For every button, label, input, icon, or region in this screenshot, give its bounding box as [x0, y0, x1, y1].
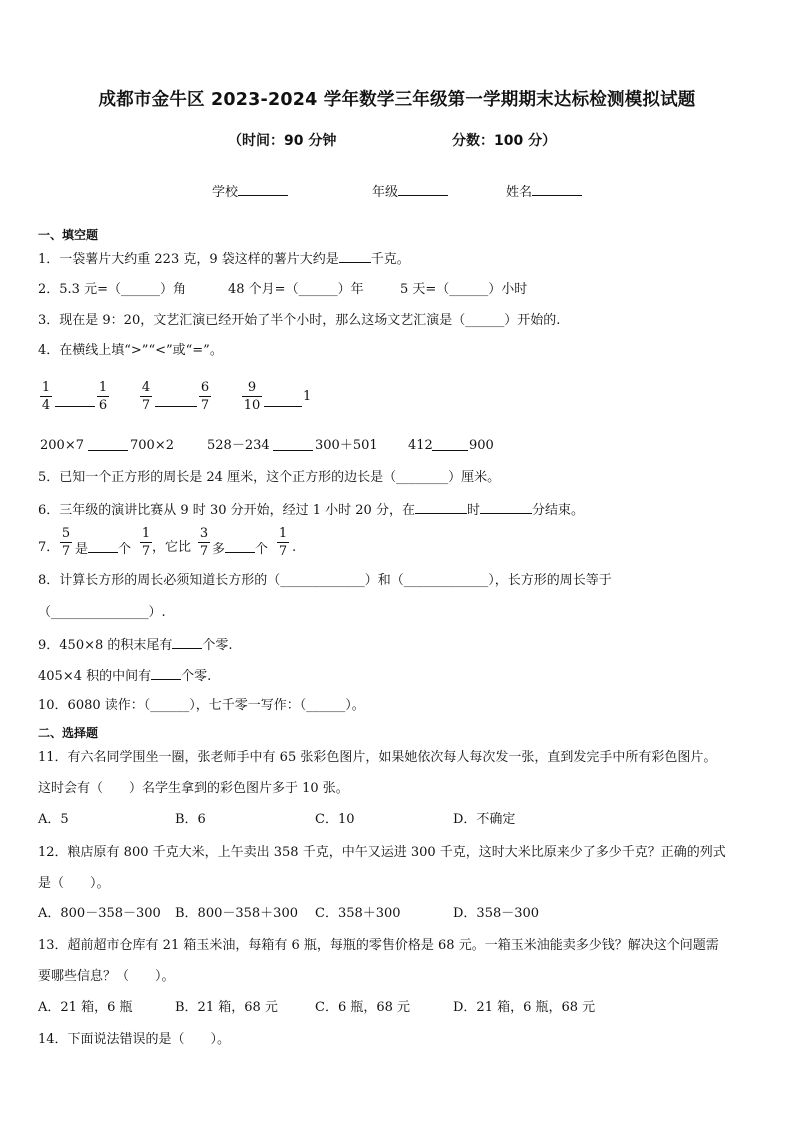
option-c[interactable]: C．6 瓶，68 元 — [315, 1000, 411, 1015]
compare-blank[interactable] — [88, 438, 128, 451]
expr-528-234: 528－234 — [207, 438, 270, 453]
name-field[interactable] — [506, 181, 582, 200]
question-7-text: 多 个 — [212, 542, 269, 557]
question-11-line1: 11．有六名同学围坐一圈，张老师手中有 65 张彩色图片，如果她依次每人每次发一张，直到发完手中所有彩色图片。 — [38, 750, 717, 765]
expr-412: 412 — [408, 438, 433, 453]
question-14: 14．下面说法错误的是（ ）。 — [38, 1032, 231, 1047]
fraction-1-7: 1 7 — [278, 526, 288, 559]
option-a[interactable]: A．21 箱，6 瓶 — [38, 1000, 133, 1015]
option-d[interactable]: D．不确定 — [453, 812, 516, 827]
name-label: 姓名 — [506, 185, 533, 200]
expr-200x7: 200×7 — [40, 438, 84, 453]
question-5: 5．已知一个正方形的周长是 24 厘米，这个正方形的边长是（________）厘米。 — [38, 470, 501, 485]
school-field[interactable] — [212, 181, 288, 200]
compare-blank[interactable] — [264, 394, 302, 407]
question-2b: 48 个月=（______）年 — [228, 282, 364, 297]
time-label: （时间：90 分钟 — [228, 133, 337, 149]
option-d[interactable]: D．358－300 — [453, 906, 540, 921]
option-b[interactable]: B．6 — [175, 812, 206, 827]
option-d[interactable]: D．21 箱，6 瓶，68 元 — [453, 1000, 596, 1015]
score-label: 分数：100 分） — [452, 133, 557, 149]
grade-field[interactable] — [372, 181, 448, 200]
page-title: 成都市金牛区 2023-2024 学年数学三年级第一学期期末达标检测模拟试题 — [98, 90, 696, 110]
fraction-1-6: 1 6 — [98, 380, 108, 413]
option-c[interactable]: C．358＋300 — [315, 906, 401, 921]
question-3: 3．现在是 9：20，文艺汇演已经开始了半个小时，那么这场文艺汇演是（______）开始的. — [38, 313, 561, 328]
section-title-choice: 二、选择题 — [38, 726, 99, 740]
question-12-line1: 12．粮店原有 800 千克大米，上午卖出 358 千克，中午又运进 300 千克，这时大米比原来少了多少千克？正确的列式 — [38, 845, 726, 860]
question-6: 6．三年级的演讲比赛从 9 时 30 分开始，经过 1 小时 20 分，在 时 分结束。 — [38, 503, 584, 518]
compare-blank[interactable] — [273, 438, 313, 451]
option-a[interactable]: A．5 — [38, 812, 69, 827]
question-11-line2: 这时会有（ ）名学生拿到的彩色图片多于 10 张。 — [38, 781, 349, 796]
compare-blank[interactable] — [155, 394, 197, 407]
question-7-end: . — [292, 540, 297, 555]
compare-blank[interactable] — [55, 394, 95, 407]
question-13-line2: 要哪些信息？（ ）。 — [38, 969, 175, 984]
section-title-fill-blank: 一、填空题 — [38, 228, 99, 242]
option-c[interactable]: C．10 — [315, 812, 355, 827]
question-2c: 5 天=（______）小时 — [400, 282, 528, 297]
question-10: 10．6080 读作：（______），七千零一写作：（______）。 — [38, 698, 365, 713]
question-8-line1: 8．计算长方形的周长必须知道长方形的（_____________）和（_____________），长方形的周长等于 — [38, 573, 612, 588]
option-a[interactable]: A．800－358－300 — [38, 906, 161, 921]
fraction-6-7: 6 7 — [200, 380, 210, 413]
fraction-1-4: 1 4 — [41, 380, 51, 413]
option-b[interactable]: B．21 箱，68 元 — [175, 1000, 278, 1015]
fraction-9-10: 9 10 — [243, 380, 261, 413]
question-9b: 405×4 积的中间有 个零. — [38, 669, 212, 684]
question-9a: 9．450×8 的积末尾有 个零. — [38, 638, 233, 653]
fraction-4-7: 4 7 — [141, 380, 151, 413]
option-b[interactable]: B．800－358＋300 — [175, 906, 298, 921]
expr-900: 900 — [469, 438, 494, 453]
question-7-text: ，它比 — [152, 540, 192, 555]
expr-300-501: 300＋501 — [315, 438, 378, 453]
question-7-text: 是 个 — [75, 542, 132, 557]
question-12-line2: 是（ ）。 — [38, 876, 110, 891]
fraction-5-7: 5 7 — [61, 526, 71, 559]
grade-label: 年级 — [372, 185, 399, 200]
question-7-number: 7． — [38, 540, 60, 555]
question-8-line2: （_______________）. — [38, 605, 166, 620]
fraction-1-7: 1 7 — [141, 526, 151, 559]
question-1: 1．一袋薯片大约重 223 克，9 袋这样的薯片大约是 千克。 — [38, 252, 410, 267]
school-label: 学校 — [212, 185, 239, 200]
question-4: 4．在横线上填“>”“<”或“=”。 — [38, 343, 223, 358]
question-13-line1: 13．超前超市仓库有 21 箱玉米油，每箱有 6 瓶，每瓶的零售价格是 68 元。一箱玉米油能卖多少钱？解决这个问题需 — [38, 938, 719, 953]
fraction-3-7: 3 7 — [199, 526, 209, 559]
question-2a: 2．5.3 元=（______）角 — [38, 282, 186, 297]
expr-700x2: 700×2 — [130, 438, 174, 453]
compare-blank[interactable] — [432, 438, 468, 451]
number-one: 1 — [303, 389, 312, 404]
